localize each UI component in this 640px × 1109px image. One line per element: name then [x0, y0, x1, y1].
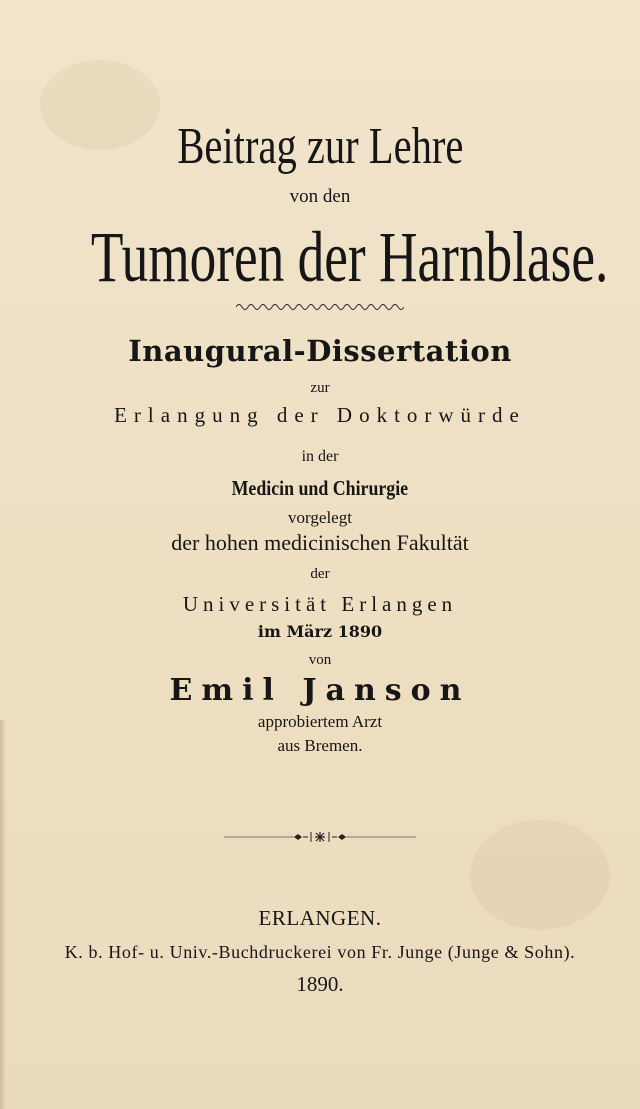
purpose-text: Erlangung der Doktorwürde [114, 403, 526, 427]
vorgelegt-text: vorgelegt [288, 508, 352, 527]
date-text: im März 1890 [257, 622, 383, 641]
von-text: von [308, 652, 332, 668]
field-text: Medicin und Chirurgie [231, 476, 409, 500]
author-title: approbiertem Arzt [257, 712, 383, 731]
wave-ornament [236, 302, 404, 312]
divider-ornament [224, 829, 416, 845]
publication-year: 1890. [296, 972, 344, 996]
faculty-text: der hohen medicinischen Fakultät [171, 530, 469, 555]
publisher-text: K. b. Hof- u. Univ.-Buchdruckerei von Fr. Junge (Junge & Sohn). [64, 942, 576, 962]
der-text: der [310, 566, 330, 582]
in-der-text: in der [301, 448, 339, 465]
dissertation-type: Inaugural-Dissertation [128, 334, 512, 368]
zur-text: zur [310, 380, 330, 396]
title-connector: von den [289, 186, 351, 207]
publication-place: ERLANGEN. [258, 906, 382, 930]
university-text: Universität Erlangen [182, 592, 458, 616]
title-line-1: Beitrag zur Lehre [176, 118, 464, 175]
author-name: Emil Janson [169, 673, 471, 708]
title-line-2: Tumoren der Harnblase. [90, 217, 609, 297]
author-origin: aus Bremen. [277, 736, 363, 755]
